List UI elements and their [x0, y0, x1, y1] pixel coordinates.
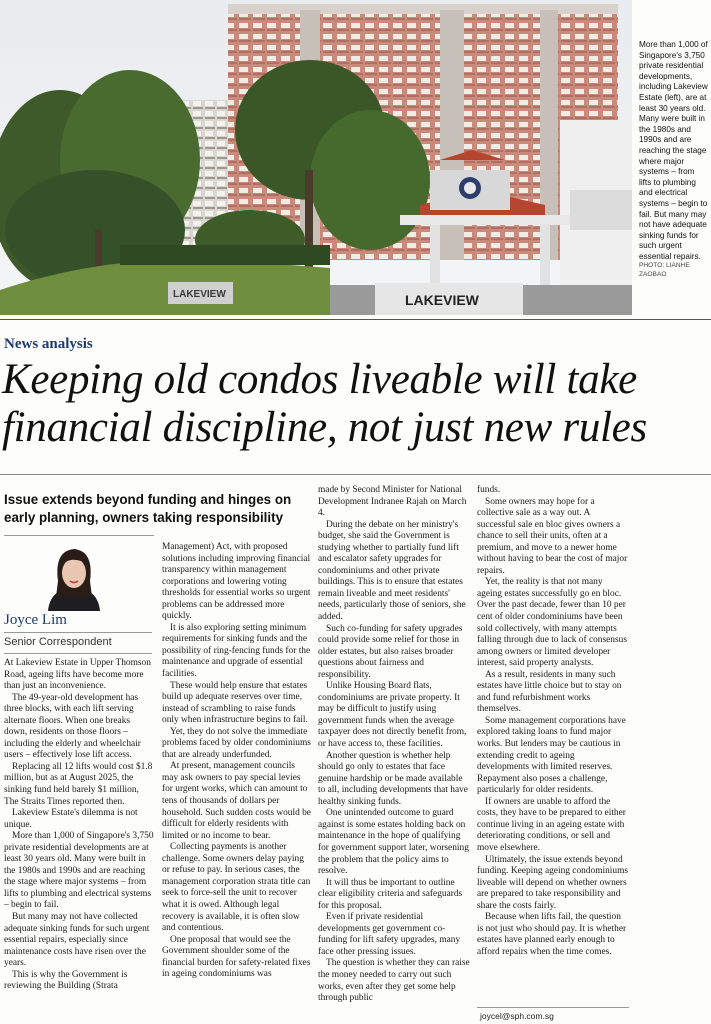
paragraph: The 49-year-old development has three blocks, with each lift serving alternate floors. When one breaks down, residents on those floors – including the elderly and wheelchair users – effectively lose lift access.: [4, 692, 141, 761]
paragraph: Some owners may hope for a collective sale as a way out. A successful sale en bloc gives owners a chance to sell their units, often at a premium, and move to a newer home without having to bear the cost of major repairs.: [477, 496, 628, 576]
paragraph: But many may not have collected adequate sinking funds for such urgent essential repairs, especially since maintenance costs have risen over the years.: [4, 912, 150, 969]
body-column-2: [162, 542, 312, 981]
paragraph: As a result, residents in many such estates have little choice but to stay on and fund refurbishment works themselves.: [477, 669, 622, 715]
paragraph: This is why the Government is reviewing the Building (Strata: [4, 969, 128, 992]
author-photo: [40, 541, 108, 611]
sign-right-text: LAKEVIEW: [405, 292, 479, 308]
paragraph: These would help ensure that estates build up adequate reserves over time, instead of scrambling to raise funds only when infrastructure begins to fail.: [162, 680, 308, 726]
paragraph: Because when lifts fail, the question is not just who should pay. It is whether estates have planned early enough to afford repairs when the time comes.: [477, 912, 627, 957]
photo-credit: PHOTO: LIANHE ZAOBAO: [639, 262, 690, 278]
paragraph: Replacing all 12 lifts would cost $1.8 million, but as at August 2025, the sinking fund held barely $1 million, The Straits Times reported then.: [4, 761, 153, 807]
paragraph: It is also exploring setting minimum requirements for sinking funds and the possibility of ring-fencing funds for the maintenance and upgrade of essential facilities.: [162, 622, 311, 680]
paragraph: Yet, the reality is that not many ageing estates successfully go en bloc. Over the past decade, fewer than 10 per cent of older condominiums have been sold collectively, with many attempts falling through due to lack of consensus among owners or limited developer interest, said property analysts.: [477, 577, 627, 669]
caption-text: More than 1,000 of Singapore's 3,750 private residential developments, including Lakeview Estate (left), are at least 30 years old. Many were built in the 1980s and 1990s and are reaching the stage where major systems – from lifts to plumbing and electrical systems – begin to fail. But many may not have adequate sinking funds for such urgent essential repairs.: [639, 40, 708, 261]
photo-caption: [639, 40, 709, 279]
author-email: joycel@sph.com.sg: [480, 1011, 554, 1021]
paragraph: The question is whether they can raise the money needed to carry out such works, even after they get some help through public: [318, 958, 470, 1004]
paragraph: More than 1,000 of Singapore's 3,750 private residential developments are at least 30 years old. Many were built in the 1980s and 1990s and are reaching the stage where major systems – from lifts to plumbing and electrical systems – begin to fail.: [4, 831, 154, 911]
body-column-1: [4, 658, 154, 993]
author-portrait: [40, 541, 108, 611]
paragraph: Collecting payments is another challenge. Some owners delay paying or refuse to pay. In serious cases, the management corporation strata title can seek to force-sell the unit to recover what it is owed. Although legal recovery is available, it is often slow and contentious.: [162, 842, 311, 934]
headline-rule: [0, 474, 711, 475]
paragraph: Unlike Housing Board flats, condominiums are private property. It may be difficult to justify using government funds when the average taxpayer does not directly benefit from, or have access to, these facilities.: [318, 681, 467, 750]
paragraph: Ultimately, the issue extends beyond funding. Keeping ageing condominiums liveable will depend on whether owners are prepared to take responsibility and share the costs fairly.: [477, 854, 629, 911]
paragraph: funds.: [477, 485, 501, 495]
kicker: News analysis: [4, 336, 93, 352]
role-rule: [4, 653, 152, 654]
sign-left-text: LAKEVIEW: [173, 289, 226, 300]
paragraph: One unintended outcome to guard against is some estates holding back on maintenance in the hope of qualifying for government support later, worsening the problem that the policy aims to resolve.: [318, 808, 469, 877]
paragraph: At present, management councils may ask owners to pay special levies for urgent works, which can amount to tens of thousands of dollars per household. Such sudden costs would be difficult for elderly residents with limited or no income to bear.: [162, 761, 311, 841]
paragraph: Another question is whether help should go only to estates that face genuine hardship or be made available to all, including developments that have healthy sinking funds.: [318, 750, 468, 807]
paragraph: Yet, they do not solve the immediate problems faced by older condominiums that are already underfunded.: [162, 726, 311, 760]
paragraph: During the debate on her ministry's budget, she said the Government is studying whether to partially fund lift and escalator safety upgrades for condominiums and other private buildings. This is to ensure that estates remain liveable and meet residents' needs, particularly those of seniors, she added.: [318, 519, 466, 623]
headline: [2, 356, 710, 452]
lakeview-estate-photo: [0, 0, 632, 315]
top-rule: [0, 319, 711, 320]
paragraph: Lakeview Estate's dilemma is not unique.: [4, 808, 138, 830]
author-role: Senior Correspondent: [4, 636, 112, 648]
standfirst: Issue extends beyond funding and hinges on early planning, owners taking responsibility: [4, 492, 292, 525]
headline-line-2: financial discipline, not just new rules: [2, 404, 647, 451]
paragraph: If owners are unable to afford the costs, they have to be prepared to either continue living in an ageing estate with deteriorating conditions, or sell and move elsewhere.: [477, 796, 626, 853]
standfirst-rule: [4, 535, 154, 536]
body-column-4: [477, 485, 629, 958]
paragraph: At Lakeview Estate in Upper Thomson Road, ageing lifts have become more than just an inconvenience.: [4, 658, 151, 692]
paragraph: Management) Act, with proposed solutions including improving financial transparency within management corporations and lowering voting thresholds for essential works so urgent problems can be addressed more quickly.: [162, 542, 311, 622]
paragraph: It will thus be important to outline clear eligibility criteria and safeguards for this proposal.: [318, 877, 463, 911]
paragraph: Such co-funding for safety upgrades could provide some relief for those in older estates, but also raises broader questions about fairness and responsibility.: [318, 623, 463, 680]
author-name: Joyce Lim: [4, 612, 67, 628]
article-photo: [0, 0, 632, 315]
paragraph: Even if private residential developments get government co-funding for lift safety upgrades, many face other pressing issues.: [318, 912, 461, 957]
email-rule: [477, 1007, 629, 1008]
body-column-3: [318, 485, 470, 1005]
paragraph: One proposal that would see the Government shoulder some of the financial burden for safety-related fixes in ageing condominiums was: [162, 934, 311, 980]
author-rule: [4, 632, 152, 633]
paragraph: made by Second Minister for National Development Indranee Rajah on March 4.: [318, 485, 467, 519]
headline-line-1: Keeping old condos liveable will take: [2, 356, 637, 403]
paragraph: Some management corporations have explored taking loans to fund major works. But lenders may be cautious in extending credit to ageing developments with limited reserves. Repayment also poses a challenge, particularly for older residents.: [477, 715, 626, 796]
